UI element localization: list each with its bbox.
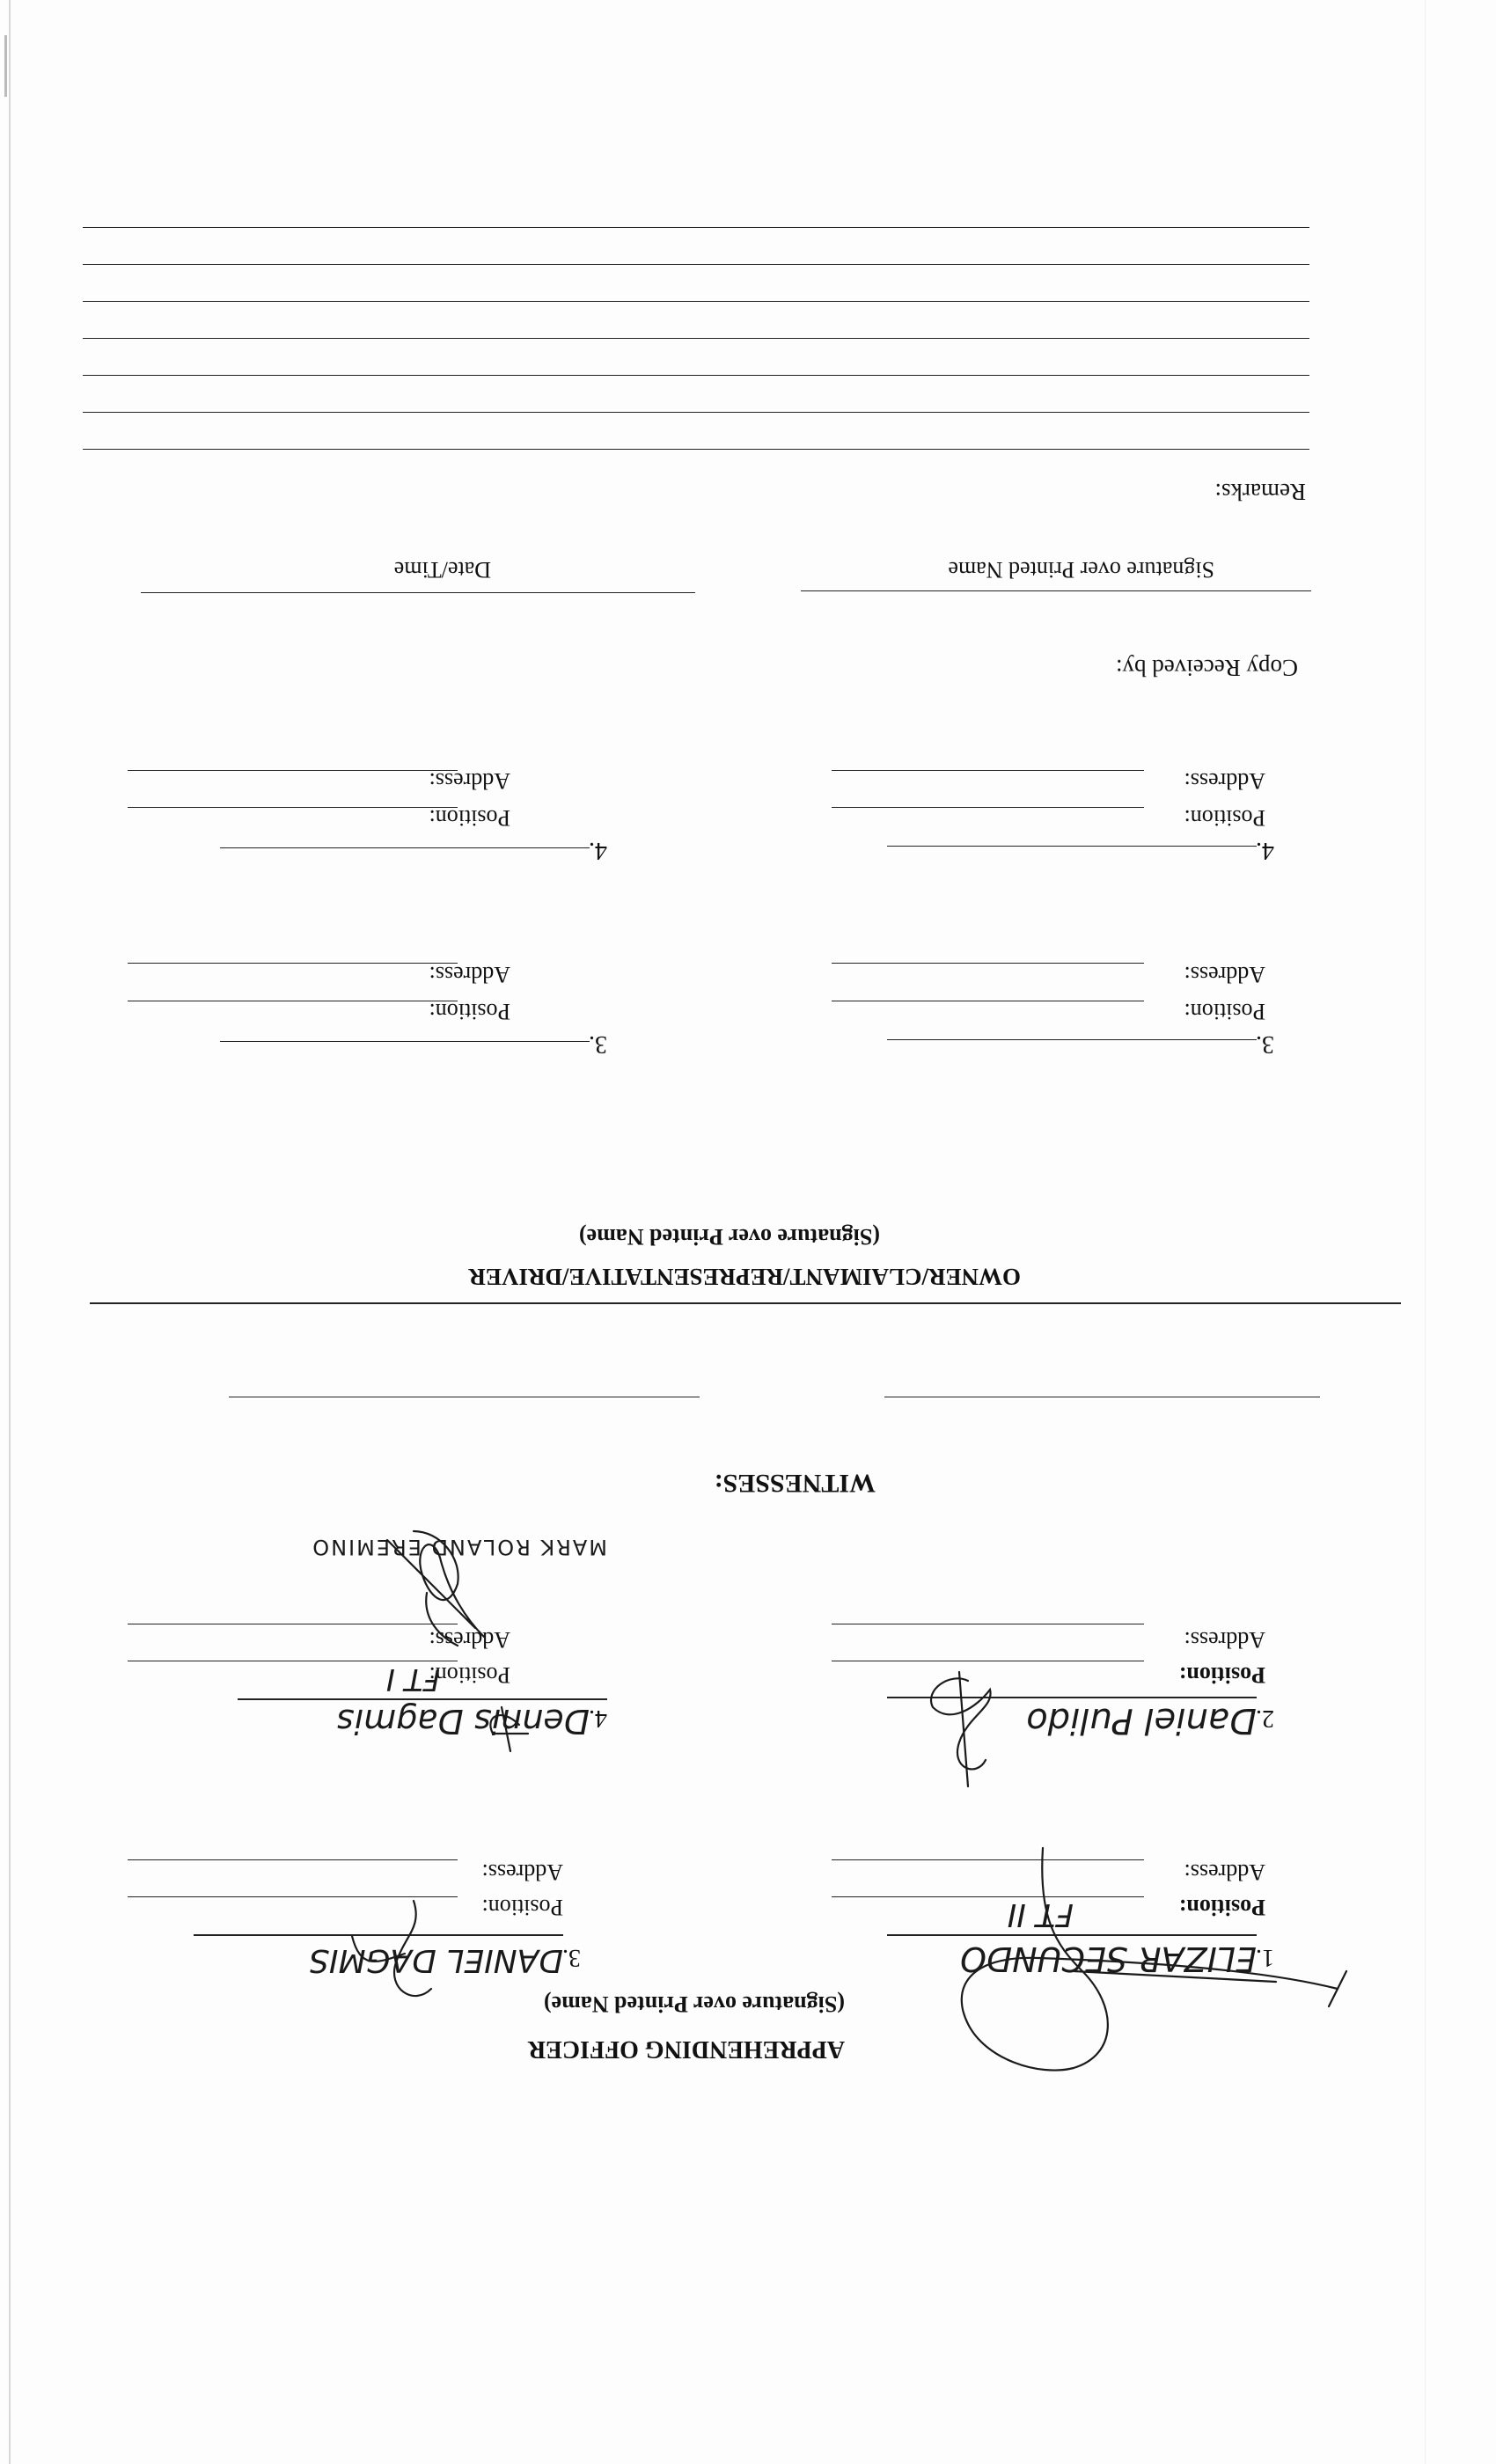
officer-position-handwritten: FT I: [385, 1661, 440, 1697]
witness-number: 4.: [1256, 837, 1274, 864]
witness-position-label: Position:: [429, 999, 510, 1024]
officer-number: 4.: [589, 1705, 607, 1732]
remarks-line-6: [83, 264, 1309, 265]
witness-address-label: Address:: [429, 962, 510, 987]
officer-name-handwritten: Daniel Pulido: [1026, 1700, 1257, 1741]
remarks-label: Remarks:: [1214, 479, 1306, 505]
officer-position-label: Position:: [429, 1662, 510, 1688]
scan-edge-right: [9, 0, 11, 2464]
signature-officer-3: [352, 1901, 431, 1996]
witnesses-title: WITNESSES:: [714, 1469, 876, 1498]
witness-address-label: Address:: [1184, 768, 1265, 794]
remarks-line-4: [83, 338, 1309, 339]
copy-signature-line: [801, 590, 1311, 591]
witness-name-line: [887, 846, 1257, 847]
copy-signature-label: Signature over Printed Name: [948, 557, 1214, 583]
signature-officer-2: [931, 1672, 991, 1786]
officer-number: 3.: [562, 1944, 581, 1971]
officer-number: 2.: [1256, 1705, 1274, 1732]
officer-number: 1.: [1256, 1944, 1274, 1971]
apprehending-officer-subtitle: (Signature over Printed Name): [543, 1991, 845, 2017]
witness-position-line: [832, 807, 1144, 808]
remarks-line-2: [83, 412, 1309, 413]
signature-note: [387, 1531, 484, 1646]
officer-name-handwritten: Dennis Dagmis: [336, 1702, 590, 1741]
witness-name-line: [220, 847, 590, 848]
officer-address-label: Address:: [481, 1859, 563, 1885]
remarks-line-1: [83, 449, 1309, 450]
witness-number: 3.: [1256, 1030, 1274, 1058]
witness-address-line: [128, 963, 458, 964]
witness-address-label: Address:: [429, 768, 510, 794]
witness-name-line: [220, 1041, 590, 1042]
officer-address-label: Address:: [1184, 1859, 1265, 1885]
witness-address-label: Address:: [1184, 962, 1265, 987]
remarks-line-3: [83, 375, 1309, 376]
officer-position-label: Position:: [1178, 1895, 1265, 1920]
scan-mark: [4, 35, 7, 97]
copy-datetime-label: Date/Time: [393, 557, 491, 583]
officer-name-handwritten: DANIEL DAGMIS: [309, 1942, 563, 1978]
scan-edge-left: [1425, 0, 1426, 2464]
officer-address-label: Address:: [429, 1627, 510, 1653]
owner-signature-line: [90, 1302, 1401, 1304]
signature-officer-1: [962, 1848, 1346, 2071]
owner-title: OWNER/CLAIMANT/REPRESENTATIVE/DRIVER: [468, 1264, 1021, 1290]
remarks-line-5: [83, 301, 1309, 302]
witness-address-line: [832, 963, 1144, 964]
witness-position-line: [128, 807, 458, 808]
apprehending-officer-title: APPREHENDING OFFICER: [527, 2035, 845, 2063]
officer-position-handwritten: FT II: [1007, 1896, 1074, 1932]
copy-received-label: Copy Received by:: [1116, 655, 1298, 681]
handwritten-printed-name: MARK ROLAND EREMINO: [311, 1535, 607, 1559]
remarks-line-7: [83, 227, 1309, 228]
officer-address-label: Address:: [1184, 1627, 1265, 1653]
witness-position-label: Position:: [1184, 999, 1265, 1024]
witness-name-line: [887, 1039, 1257, 1040]
witness-position-label: Position:: [429, 805, 510, 831]
witness-address-line: [832, 770, 1144, 771]
owner-subtitle: (Signature over Printed Name): [578, 1224, 880, 1250]
officer-position-label: Position:: [1178, 1662, 1265, 1688]
witness-number: 3.: [589, 1030, 607, 1058]
officer-name-handwritten: ELIZAR SECUNDO: [960, 1940, 1257, 1978]
signature-officer-4: [490, 1707, 528, 1751]
copy-datetime-line: [141, 592, 695, 593]
witness-position-label: Position:: [1184, 805, 1265, 831]
officer-position-label: Position:: [481, 1895, 563, 1920]
witness-address-line: [128, 770, 458, 771]
witness-number: 4.: [589, 837, 607, 864]
